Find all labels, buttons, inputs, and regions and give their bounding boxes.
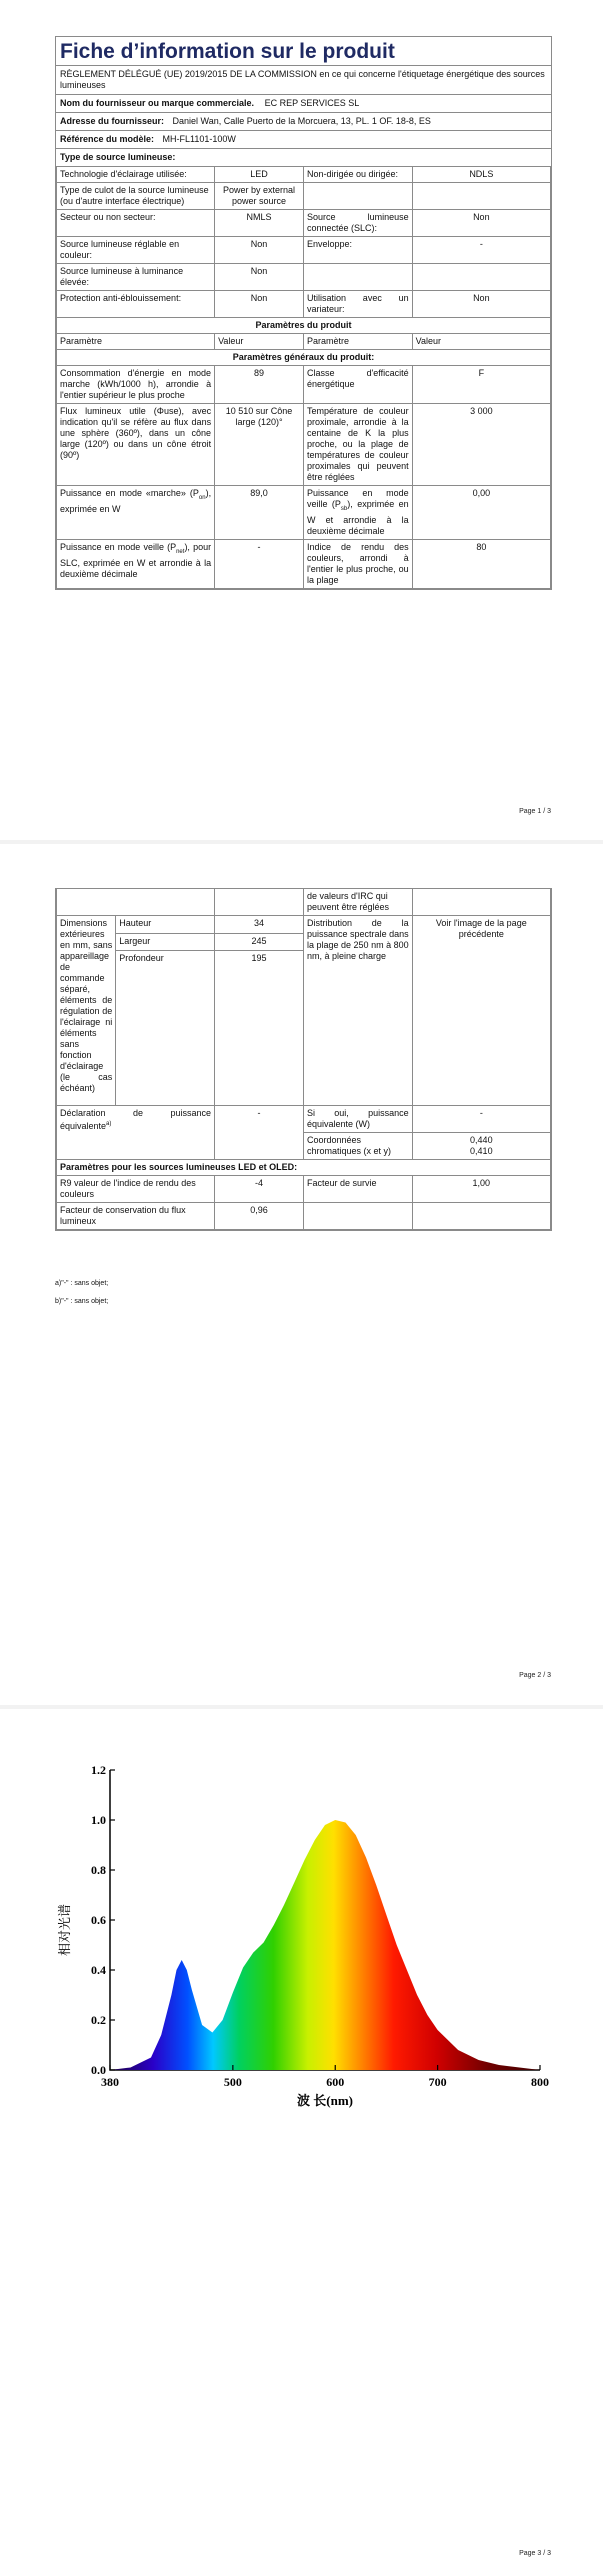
x-tick-label: 700 xyxy=(428,2075,447,2089)
cell xyxy=(412,264,550,291)
text: ), exprimée en W xyxy=(60,488,212,514)
cell: de valeurs d'IRC qui peuvent être réglées xyxy=(303,889,412,916)
dimension-name: Largeur xyxy=(116,933,215,951)
table-row xyxy=(57,318,551,334)
cell xyxy=(303,183,412,210)
x-tick-label: 500 xyxy=(223,2075,242,2089)
spd-label: Distribution de la puissance spectrale dans la plage de 250 nm à 800 nm, à pleine charge xyxy=(303,916,412,1106)
section-header: Paramètres pour les sources lumineuses LED et OLED: xyxy=(57,1160,551,1176)
table-row xyxy=(57,916,551,934)
column-header: Paramètre xyxy=(303,334,412,350)
table-row xyxy=(57,183,551,210)
cell: - xyxy=(215,539,304,588)
y-tick-label: 0.6 xyxy=(91,1913,106,1927)
coord-y: 0,410 xyxy=(470,1146,493,1156)
type-label: Type de source lumineuse: xyxy=(60,152,176,162)
table-row xyxy=(57,264,551,291)
page-number: Page 3 / 3 xyxy=(519,2550,551,2557)
cell: F xyxy=(412,366,550,404)
y-tick-label: 1.0 xyxy=(91,1813,106,1827)
table-row xyxy=(57,334,551,350)
cell: Technologie d'éclairage utilisée: xyxy=(57,167,215,183)
cell: Non xyxy=(215,237,304,264)
supplier-row xyxy=(56,95,551,113)
cell xyxy=(303,1203,412,1230)
cell: Non xyxy=(215,264,304,291)
coord-x: 0,440 xyxy=(470,1135,493,1145)
footnote-a: a)"-" : sans objet; xyxy=(55,1280,109,1287)
cell xyxy=(412,889,550,916)
cell: -4 xyxy=(215,1176,304,1203)
page-divider xyxy=(0,1705,603,1709)
cell: - xyxy=(215,1106,304,1160)
cell xyxy=(412,1203,550,1230)
superscript: a) xyxy=(106,1121,112,1127)
supplier-label: Nom du fournisseur ou marque commerciale. xyxy=(60,98,255,108)
cell: - xyxy=(412,237,550,264)
table-row xyxy=(57,404,551,486)
y-tick-label: 1.2 xyxy=(91,1763,106,1777)
table-row xyxy=(57,237,551,264)
footnote-b: b)"-" : sans objet; xyxy=(55,1298,109,1305)
page-number: Page 1 / 3 xyxy=(519,808,551,815)
cell: Indice de rendu des couleurs, arrondi à l'entier le plus proche, ou la plage xyxy=(303,539,412,588)
table-row xyxy=(57,1160,551,1176)
cell: 0,00 xyxy=(412,486,550,540)
spd-value: Voir l'image de la page précédente xyxy=(412,916,550,1106)
table-row xyxy=(57,889,551,916)
table-row xyxy=(57,539,551,588)
text: ), exprimée en W et arrondie à la deuxième décimale xyxy=(306,499,409,536)
table-row xyxy=(57,350,551,366)
subscript: sb xyxy=(340,505,348,512)
cell: NMLS xyxy=(215,210,304,237)
cell: Non xyxy=(412,291,550,318)
column-header: Valeur xyxy=(412,334,550,350)
cell: 0,96 xyxy=(215,1203,304,1230)
cell: 10 510 sur Cône large (120)° xyxy=(215,404,304,486)
cell xyxy=(303,486,412,540)
sheet-title: Fiche d’information sur le produit xyxy=(56,37,551,66)
dimension-value: 34 xyxy=(215,916,304,934)
subscript: net xyxy=(176,548,185,555)
product-info-sheet-continued xyxy=(55,888,552,1231)
address-label: Adresse du fournisseur: xyxy=(60,116,165,126)
cell: - xyxy=(412,1106,550,1133)
cell: Power by external power source xyxy=(215,183,304,210)
type-row xyxy=(56,149,551,166)
cell: Facteur de conservation du flux lumineux xyxy=(57,1203,215,1230)
cell: Source lumineuse connectée (SLC): xyxy=(303,210,412,237)
y-tick-label: 0.8 xyxy=(91,1863,106,1877)
model-label: Référence du modèle: xyxy=(60,134,155,144)
cell: 3 000 xyxy=(412,404,550,486)
y-axis-label: 相对光谱 xyxy=(57,1903,72,1957)
cell: Non xyxy=(215,291,304,318)
regulation-text: RÈGLEMENT DÉLÉGUÉ (UE) 2019/2015 DE LA COMMISSION en ce qui concerne l'étiquetage énergétique des sources lumineuses xyxy=(56,66,551,95)
table-row xyxy=(57,486,551,540)
cell: Température de couleur proximale, arrondie à la centaine de K la plus proche, ou la plage de températures de couleur proximales qui peuvent être réglées xyxy=(303,404,412,486)
column-header: Paramètre xyxy=(57,334,215,350)
table-row xyxy=(57,291,551,318)
cell xyxy=(57,889,215,916)
cell: Source lumineuse à luminance élevée: xyxy=(57,264,215,291)
page-2 xyxy=(0,880,603,1680)
text: Puissance en mode veille (P xyxy=(306,488,409,509)
cell: 1,00 xyxy=(412,1176,550,1203)
cell: Coordonnées chromatiques (x et y) xyxy=(303,1133,412,1160)
address-value: Daniel Wan, Calle Puerto de la Morcuera, 13, PL. 1 OF. 18-8, ES xyxy=(172,116,431,126)
cell xyxy=(57,486,215,540)
page-1 xyxy=(0,0,603,820)
cell xyxy=(303,264,412,291)
cell xyxy=(412,1133,550,1160)
table-row xyxy=(57,366,551,404)
cell: Enveloppe: xyxy=(303,237,412,264)
cell: 89,0 xyxy=(215,486,304,540)
cell: LED xyxy=(215,167,304,183)
y-tick-label: 0.2 xyxy=(91,2013,106,2027)
dimension-name: Profondeur xyxy=(116,951,215,1106)
text: Puissance en mode veille (P xyxy=(60,541,177,552)
section-header: Paramètres du produit xyxy=(57,318,551,334)
page-divider xyxy=(0,840,603,844)
x-axis-label: 波 长(nm) xyxy=(297,2093,353,2108)
cell xyxy=(412,183,550,210)
cell: Flux lumineux utile (Φuse), avec indication qu'il se réfère au flux dans une sphère (360º), dans un cône large (120º) ou dans un cône étroit (90º) xyxy=(57,404,215,486)
y-tick-label: 0.0 xyxy=(91,2063,106,2077)
cell: R9 valeur de l'indice de rendu des couleurs xyxy=(57,1176,215,1203)
spectrum-area xyxy=(110,1820,540,2070)
cell: Protection anti-éblouissement: xyxy=(57,291,215,318)
cell: Type de culot de la source lumineuse (ou d'autre interface électrique) xyxy=(57,183,215,210)
cell: Facteur de survie xyxy=(303,1176,412,1203)
page-number: Page 2 / 3 xyxy=(519,1672,551,1679)
product-info-sheet xyxy=(55,36,552,590)
cell: Non-dirigée ou dirigée: xyxy=(303,167,412,183)
x-tick-label: 800 xyxy=(531,2075,549,2089)
model-row xyxy=(56,131,551,149)
table-row xyxy=(57,1176,551,1203)
cell: Source lumineuse réglable en couleur: xyxy=(57,237,215,264)
text: ), pour SLC, exprimée en W et arrondie à la deuxième décimale xyxy=(60,541,212,579)
spectral-distribution-chart xyxy=(55,1750,555,2110)
cell: Classe d'efficacité énergétique xyxy=(303,366,412,404)
y-tick-label: 0.4 xyxy=(91,1963,106,1977)
table-row xyxy=(57,1203,551,1230)
model-value: MH-FL1101-100W xyxy=(162,134,236,144)
cell: NDLS xyxy=(412,167,550,183)
cell: Secteur ou non secteur: xyxy=(57,210,215,237)
cell: Utilisation avec un variateur: xyxy=(303,291,412,318)
dimension-value: 245 xyxy=(215,933,304,951)
dimension-value: 195 xyxy=(215,951,304,1106)
cell: Si oui, puissance équivalente (W) xyxy=(303,1106,412,1133)
cell xyxy=(57,539,215,588)
x-tick-label: 600 xyxy=(326,2075,345,2089)
subscript: on xyxy=(198,494,206,501)
table-row xyxy=(57,210,551,237)
section-header: Paramètres généraux du produit: xyxy=(57,350,551,366)
supplier-value: EC REP SERVICES SL xyxy=(264,98,360,108)
text: Puissance en mode «marche» (P xyxy=(60,488,199,498)
cell xyxy=(215,889,304,916)
cell: Non xyxy=(412,210,550,237)
cell xyxy=(57,1106,215,1160)
table-row xyxy=(57,167,551,183)
dimensions-label: Dimensions extérieures en mm, sans appareillage de commande séparé, éléments de régulation de l'éclairage ni éléments sans fonction d'éclairage (le cas échéant) xyxy=(57,916,116,1106)
page-3 xyxy=(0,1740,603,2560)
light-source-table xyxy=(56,166,551,589)
table-row xyxy=(57,1106,551,1133)
parameters-table-continued xyxy=(56,888,551,1230)
text: Déclaration de puissance équivalente xyxy=(60,1108,212,1131)
cell: 89 xyxy=(215,366,304,404)
dimension-name: Hauteur xyxy=(116,916,215,934)
address-row xyxy=(56,113,551,131)
x-tick-label: 380 xyxy=(101,2075,119,2089)
cell: 80 xyxy=(412,539,550,588)
column-header: Valeur xyxy=(215,334,304,350)
cell: Consommation d'énergie en mode marche (kWh/1000 h), arrondie à l'entier supérieur le plus proche xyxy=(57,366,215,404)
